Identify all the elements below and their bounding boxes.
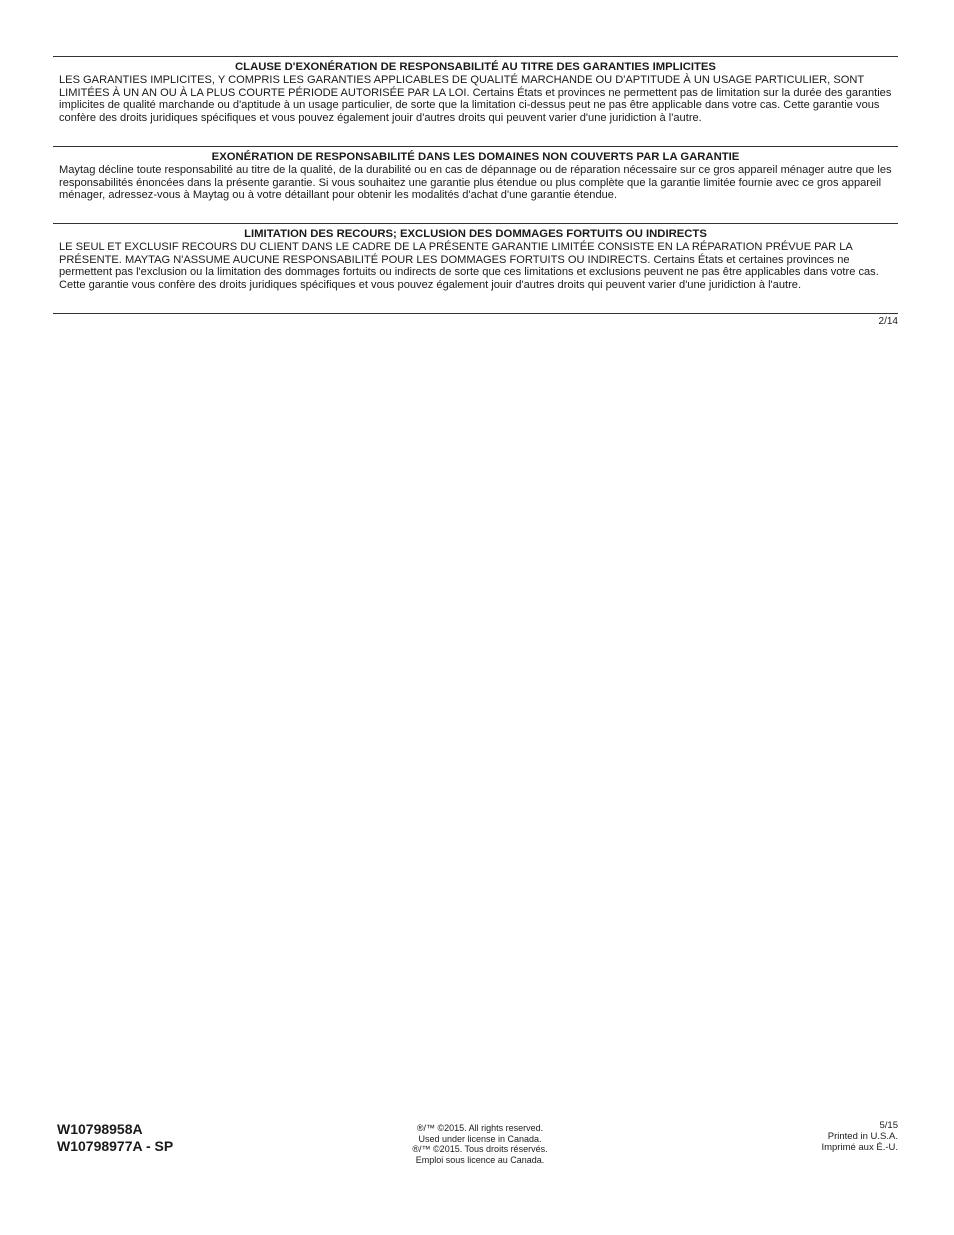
legal-line: ®/™ ©2015. Tous droits réservés. <box>412 1144 548 1155</box>
printed-in-english: Printed in U.S.A. <box>827 1130 898 1142</box>
implied-warranty-disclaimer-section <box>53 56 898 124</box>
legal-line: Used under license in Canada. <box>418 1133 542 1144</box>
print-date: 5/15 <box>879 1120 898 1131</box>
legal-line: Emploi sous licence au Canada. <box>415 1154 545 1165</box>
legal-notice <box>360 1123 600 1165</box>
section-body: LES GARANTIES IMPLICITES, Y COMPRIS LES GARANTIES APPLICABLES DE QUALITÉ MARCHANDE OU D'APTITUDE À UN USAGE PARTICULIER, SONT LIMITÉES À UN AN OU À LA PLUS COURTE PÉRIODE AUTORISÉE PAR LA LOI. Certains États et provinces ne permettent pas de limitation sur la durée des garanties implicites de qualité marchande ou d'aptitude à un usage particulier, de sorte que la limitation ci-dessus peut ne pas être applicable dans votre cas. Cette garantie vous confère des droits juridiques spécifiques et vous pouvez également jouir d'autres droits qui peuvent varier d'une juridiction à l'autre. <box>59 74 892 124</box>
section-title: CLAUSE D'EXONÉRATION DE RESPONSABILITÉ AU TITRE DES GARANTIES IMPLICITES <box>235 61 716 73</box>
section-divider <box>53 313 898 314</box>
section-body: Maytag décline toute responsabilité au titre de la qualité, de la durabilité ou en cas de dépannage ou de réparation nécessaire sur ce gros appareil ménager autre que les responsabilités énoncées dans la présente garantie. Si vous souhaitez une garantie plus étendue ou plus complète que la garantie limitée fournie avec ce gros appareil ménager, adressez-vous à Maytag ou à votre détaillant pour obtenir les modalités d'achat d'une garantie étendue. <box>59 164 892 202</box>
limitation-of-remedies-section <box>53 223 898 291</box>
section-body: LE SEUL ET EXCLUSIF RECOURS DU CLIENT DANS LE CADRE DE LA PRÉSENTE GARANTIE LIMITÉE CONSISTE EN LA RÉPARATION PRÉVUE PAR LA PRÉSENTE. MAYTAG N'ASSUME AUCUNE RESPONSABILITÉ POUR LES DOMMAGES FORTUITS OU INDIRECTS. Certains États et certaines provinces ne permettent pas l'exclusion ou la limitation des dommages fortuits ou indirects de sorte que ces limitations et exclusions peuvent ne pas être applicables dans votre cas. Cette garantie vous confère des droits juridiques spécifiques et vous pouvez également jouir d'autres droits qui peuvent varier d'une juridiction à l'autre. <box>59 241 879 291</box>
print-info <box>821 1121 898 1153</box>
section-title: LIMITATION DES RECOURS; EXCLUSION DES DOMMAGES FORTUITS OU INDIRECTS <box>244 228 707 240</box>
legal-line: ®/™ ©2015. All rights reserved. <box>416 1123 544 1133</box>
section-title: EXONÉRATION DE RESPONSABILITÉ DANS LES DOMAINES NON COUVERTS PAR LA GARANTIE <box>211 151 740 163</box>
non-covered-disclaimer-section <box>53 146 898 202</box>
part-number-primary: W10798958A <box>57 1121 143 1137</box>
printed-in-french: Imprimé aux É.-U. <box>821 1141 898 1153</box>
part-numbers <box>57 1121 173 1155</box>
part-number-spanish: W10798977A - SP <box>57 1138 174 1154</box>
page-reference: 2/14 <box>878 316 898 327</box>
